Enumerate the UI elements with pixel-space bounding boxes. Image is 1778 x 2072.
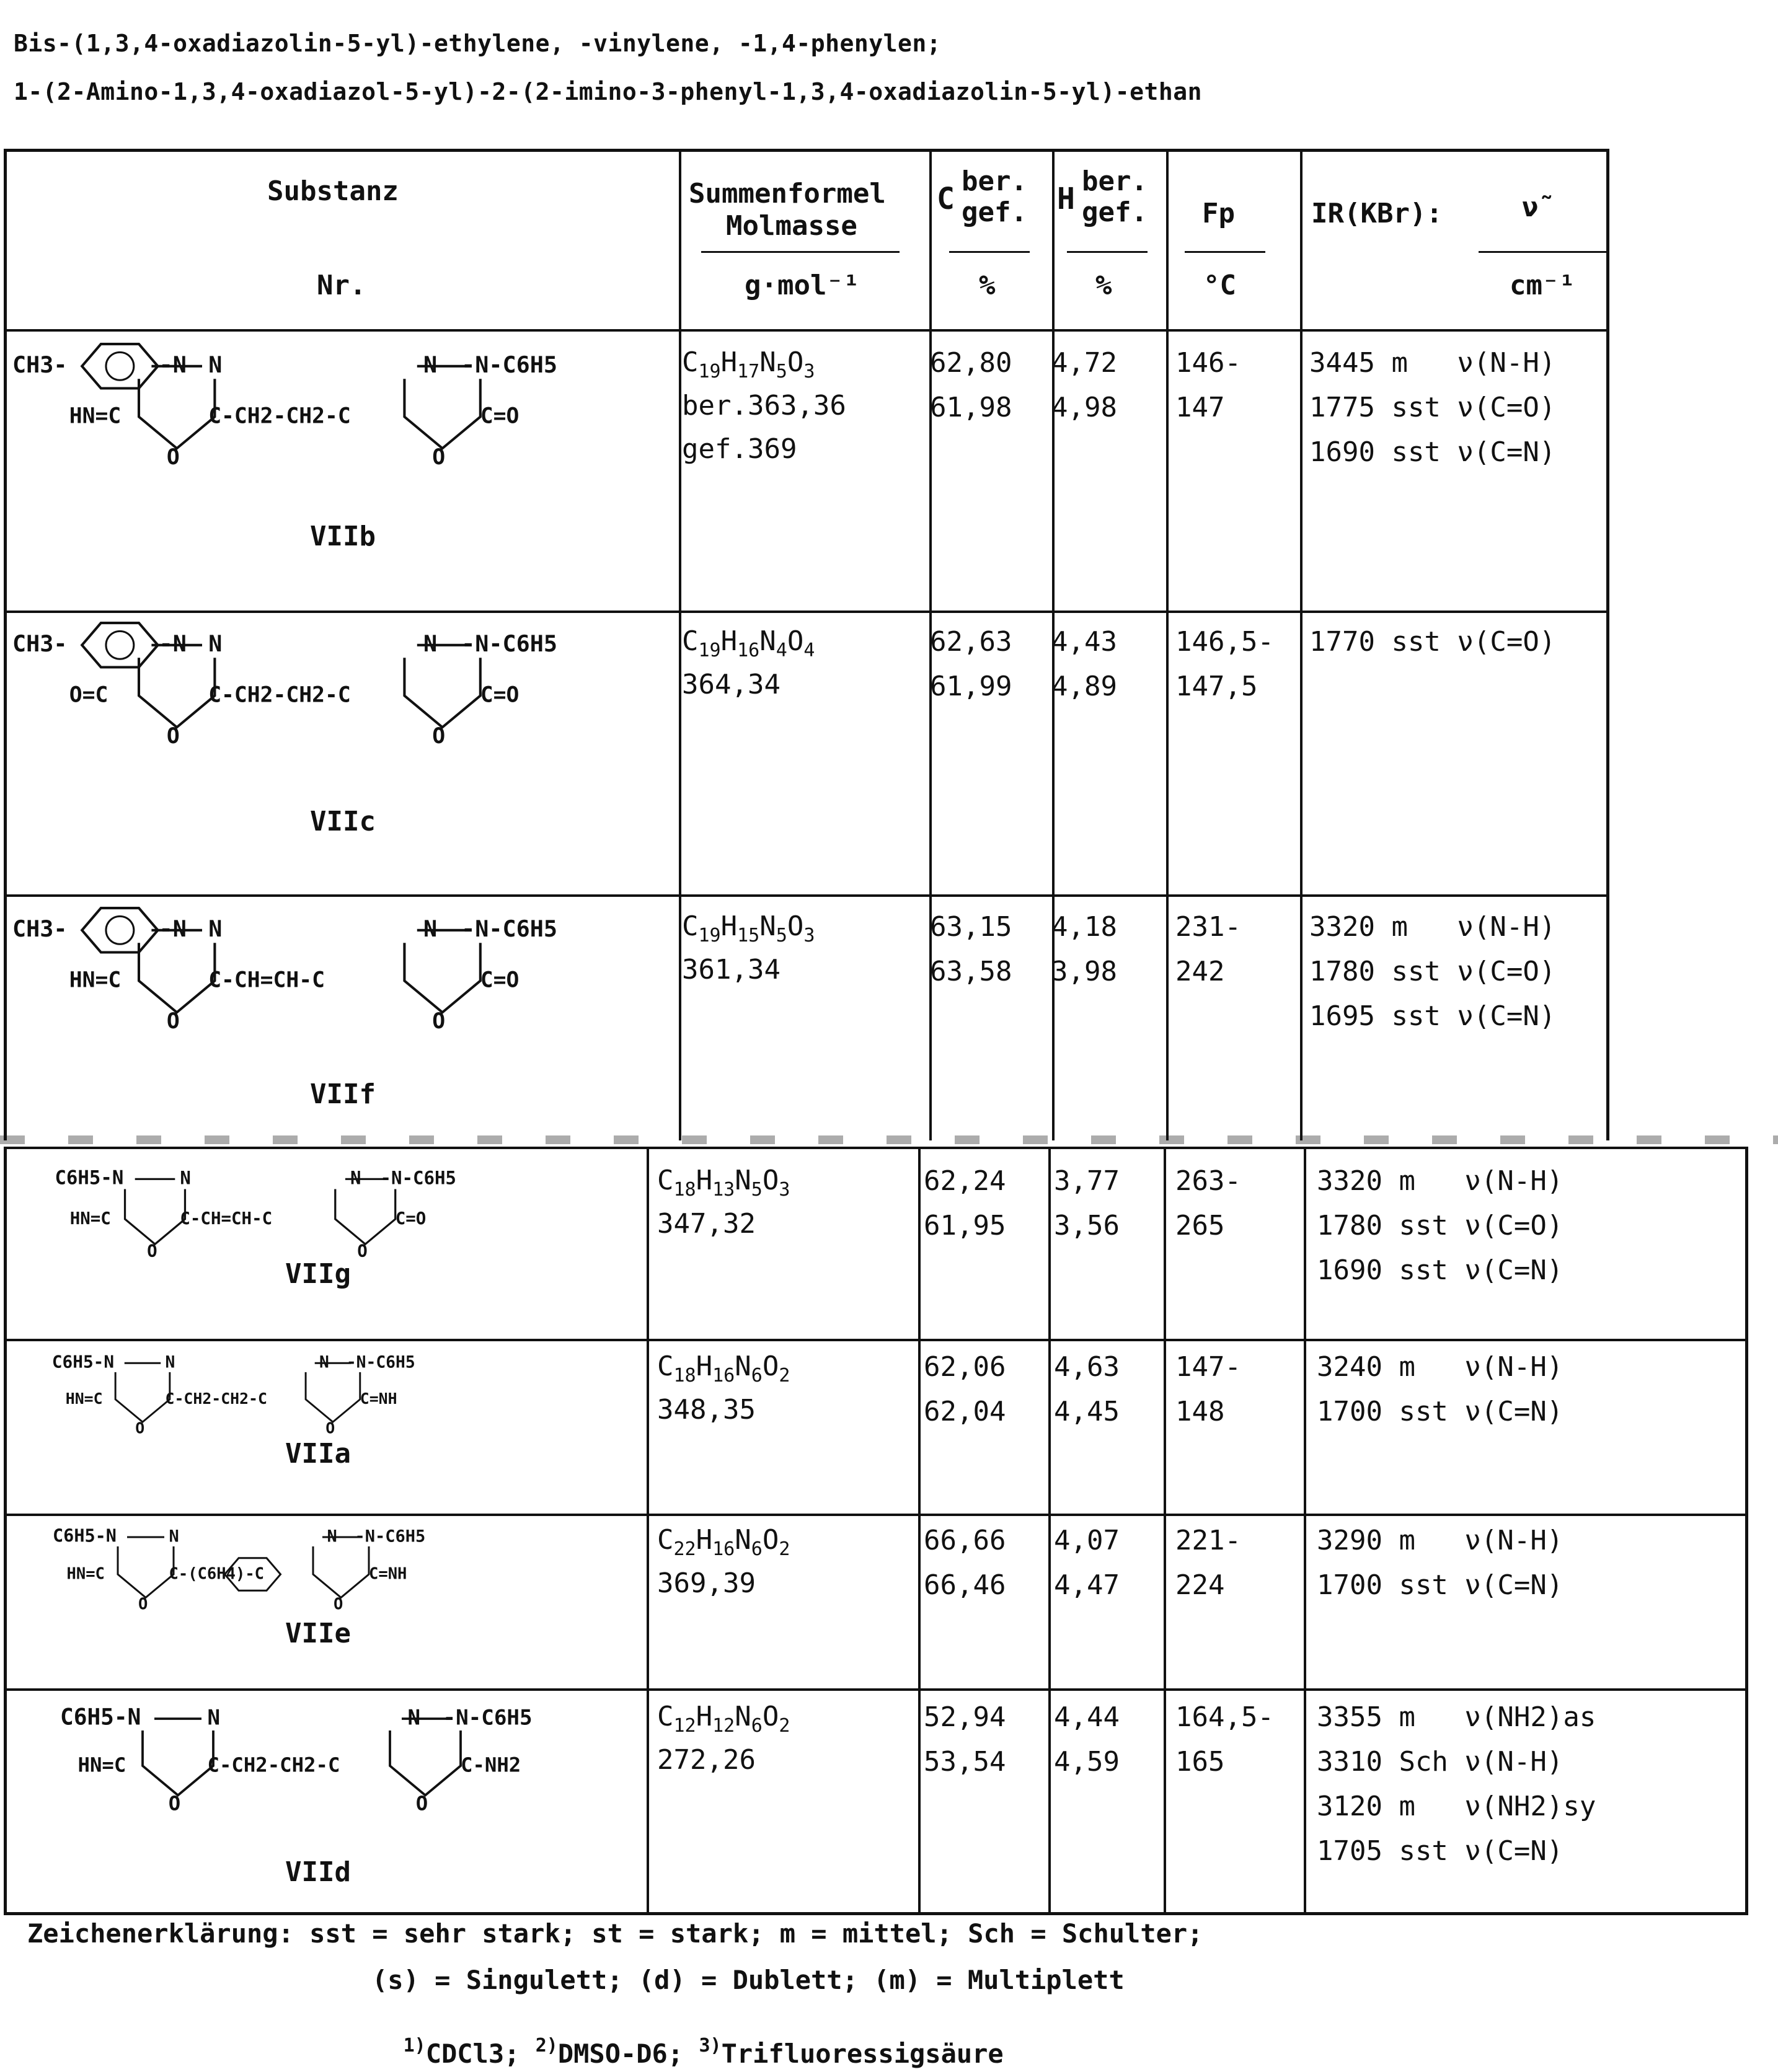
carbon-cell-value: 62,24 [924,1165,1006,1197]
formula-cell [682,620,815,707]
svg-text:HN=C: HN=C [69,403,122,429]
svg-text:N: N [208,915,223,942]
compound-number: VIIg [285,1258,351,1290]
ir-cell [1309,620,1555,664]
carbon-cell [924,1519,1006,1608]
compound-number: VIIf [310,1078,376,1110]
svg-text:-N-C6H5: -N-C6H5 [346,1353,415,1372]
svg-text:HN=C: HN=C [65,1390,103,1408]
melting-point-cell-value: 147,5 [1175,671,1258,702]
svg-text:C-CH2-CH2-C: C-CH2-CH2-C [165,1390,267,1408]
hydrogen-cell-value: 3,77 [1054,1165,1120,1197]
formula-cell [682,905,815,992]
molar-mass: 364,34 [682,669,781,700]
structure-drawing [12,905,645,1091]
svg-text:O: O [325,1419,335,1437]
col-c-pct: % [979,270,996,301]
svg-text:HN=C: HN=C [66,1564,105,1584]
svg-text:CH3-: CH3- [12,915,68,942]
svg-text:C=O: C=O [480,968,520,993]
hydrogen-cell-value: 4,89 [1051,671,1117,702]
hydrogen-cell-value: 4,18 [1051,911,1117,943]
hydrogen-cell [1054,1519,1120,1608]
melting-point-cell [1175,1695,1274,1784]
molar-mass: ber.363,36 [682,390,846,421]
ir-cell-value: 1690 sst ν(C=N) [1309,436,1556,468]
svg-text:O: O [432,723,446,749]
structure-VIIf [12,905,645,1091]
col-fp: Fp [1202,198,1235,229]
melting-point-cell-value: 146,5- [1175,626,1274,658]
svg-text:O: O [432,1008,446,1034]
col-c: C [937,182,955,216]
formula-cell [657,1159,790,1246]
col-h-gef: gef. [1082,196,1148,228]
svg-text:C6H5-N: C6H5-N [53,1525,117,1546]
carbon-cell-value: 63,15 [930,911,1012,943]
hydrogen-cell-value: 4,72 [1051,347,1117,379]
carbon-cell-value: 66,46 [924,1569,1006,1601]
carbon-cell-value: 63,58 [930,956,1012,987]
svg-text:HN=C: HN=C [77,1753,126,1777]
hydrogen-cell [1051,905,1117,994]
melting-point-cell [1175,1159,1241,1248]
svg-text:N: N [327,1527,337,1546]
ir-cell-value: 3355 m ν(NH2)as [1317,1701,1596,1733]
formula-cell [682,341,846,471]
col-nr: Nr. [317,270,366,301]
svg-text:-N-C6H5: -N-C6H5 [355,1527,426,1546]
svg-text:CH3-: CH3- [12,351,68,378]
ir-cell [1317,1519,1563,1608]
molar-mass: 347,32 [657,1208,756,1240]
svg-text:C=NH: C=NH [360,1390,397,1408]
svg-text:N: N [165,1353,175,1372]
hydrogen-cell [1054,1159,1120,1248]
svg-text:O: O [166,723,180,749]
formula-cell [657,1695,790,1782]
svg-text:HN=C: HN=C [69,1209,111,1228]
col-h-pct: % [1095,270,1112,301]
molecular-formula: $C_{22}H_{16}N_6O_2$ [657,1524,790,1560]
carbon-cell-value: 66,66 [924,1525,1006,1556]
svg-text:N: N [407,1705,421,1730]
hydrogen-cell [1051,341,1117,430]
molecular-formula: $C_{19}H_{17}N_5O_3$ [682,346,815,382]
svg-text:O=C: O=C [69,682,108,708]
svg-text:O: O [147,1241,157,1261]
melting-point-cell-value: 146- [1175,347,1241,379]
table-row [0,335,1778,614]
table-row [0,1512,1778,1689]
col-c-ber: ber. [962,165,1027,197]
hydrogen-cell-value: 4,59 [1054,1746,1120,1778]
ir-cell-value: 1690 sst ν(C=N) [1317,1254,1563,1286]
col-molmasse: Molmasse [726,210,857,242]
svg-text:O: O [415,1791,428,1815]
molar-mass: 272,26 [657,1744,756,1776]
col-ir: IR(KBr): [1311,198,1443,229]
carbon-cell-value: 62,80 [930,347,1012,379]
legend-line-2: (s) = Singulett; (d) = Dublett; (m) = Multiplett [372,1965,1125,1995]
svg-text:C=O: C=O [480,682,520,708]
col-ir-symbol: ν̃ [1522,192,1539,223]
svg-text:C=NH: C=NH [369,1564,407,1584]
carbon-cell-value: 61,95 [924,1210,1006,1241]
carbon-cell-value: 62,63 [930,626,1012,658]
compound-number: VIIc [310,806,376,837]
header-line-2: 1-(2-Amino-1,3,4-oxadiazol-5-yl)-2-(2-imino-3-phenyl-1,3,4-oxadiazolin-5-yl)-ethan [14,78,1202,105]
svg-text:-N-C6H5: -N-C6H5 [380,1167,456,1189]
hydrogen-cell [1054,1695,1120,1784]
svg-text:O: O [334,1595,343,1614]
ir-cell [1317,1159,1563,1293]
melting-point-cell [1175,341,1241,430]
ir-cell-value: 1770 sst ν(C=O) [1309,626,1556,658]
col-substanz: Substanz [267,175,399,207]
header-line-1: Bis-(1,3,4-oxadiazolin-5-yl)-ethylene, -vinylene, -1,4-phenylen; [14,30,942,57]
svg-text:HN=C: HN=C [69,968,122,993]
table-row [0,899,1778,1140]
melting-point-cell-value: 242 [1175,956,1225,987]
svg-text:N: N [423,915,438,942]
molecular-formula: $C_{19}H_{16}N_4O_4$ [682,625,815,661]
molar-mass: gef.369 [682,433,797,465]
hydrogen-cell-value: 4,47 [1054,1569,1120,1601]
hydrogen-cell-value: 4,45 [1054,1396,1120,1427]
svg-text:N: N [207,1705,221,1730]
table-row [0,1689,1778,1912]
compound-number: VIIb [310,521,376,552]
compound-number: VIIa [285,1438,351,1470]
svg-text:C-(C6H4)-C: C-(C6H4)-C [169,1564,265,1584]
hydrogen-cell-value: 4,44 [1054,1701,1120,1733]
hydrogen-cell-value: 4,98 [1051,392,1117,423]
svg-text:C=O: C=O [480,403,520,429]
molar-mass: 361,34 [682,954,781,985]
svg-text:-N-C6H5: -N-C6H5 [443,1705,533,1730]
molecular-formula: $C_{18}H_{16}N_6O_2$ [657,1351,790,1386]
svg-text:C-CH2-CH2-C: C-CH2-CH2-C [208,682,351,708]
svg-text:-N-C6H5: -N-C6H5 [461,351,557,378]
melting-point-cell [1175,905,1241,994]
ir-cell-value: 3320 m ν(N-H) [1309,911,1556,943]
formula-cell [657,1345,790,1432]
svg-text:C6H5-N: C6H5-N [55,1167,124,1189]
col-ir-unit: cm⁻¹ [1510,270,1575,301]
ir-cell [1317,1345,1563,1434]
melting-point-cell [1175,1345,1241,1434]
table-row [0,1153,1778,1339]
hydrogen-cell-value: 4,63 [1054,1351,1120,1383]
col-h: H [1057,182,1075,216]
melting-point-cell-value: 165 [1175,1746,1225,1778]
svg-text:N: N [180,1167,191,1189]
ir-cell-value: 3310 Sch ν(N-H) [1317,1746,1563,1778]
svg-text:N: N [319,1353,329,1372]
hydrogen-cell [1054,1345,1120,1434]
melting-point-cell-value: 147 [1175,392,1225,423]
carbon-cell-value: 53,54 [924,1746,1006,1778]
col-h-ber: ber. [1082,165,1148,197]
ir-cell-value: 1700 sst ν(C=N) [1317,1569,1563,1601]
svg-text:C=O: C=O [395,1209,427,1228]
legend-line-3: $^{1)}$CDCl3; $^{2)}$DMSO-D6; $^{3)}$Trifluoressigsäure [403,2035,1004,2069]
svg-text:O: O [138,1595,148,1614]
ir-cell-value: 3320 m ν(N-H) [1317,1165,1563,1197]
ir-cell-value: 1705 sst ν(C=N) [1317,1835,1563,1867]
svg-text:O: O [168,1791,181,1815]
melting-point-cell [1175,1519,1241,1608]
col-summenformel: Summenformel [689,178,886,209]
svg-text:-N-C6H5: -N-C6H5 [461,915,557,942]
ir-cell-value: 1780 sst ν(C=O) [1309,956,1556,987]
svg-text:N: N [423,351,438,378]
col-molmasse-unit: g·mol⁻¹ [745,270,860,301]
melting-point-cell-value: 148 [1175,1396,1225,1427]
hydrogen-cell-value: 3,56 [1054,1210,1120,1241]
svg-text:O: O [432,444,446,470]
ir-cell-value: 1775 sst ν(C=O) [1309,392,1556,423]
svg-text:-N-C6H5: -N-C6H5 [461,630,557,657]
svg-text:N: N [423,630,438,657]
hydrogen-cell [1051,620,1117,709]
structure-drawing [25,1695,614,1863]
svg-text:N: N [169,1527,179,1546]
carbon-cell [924,1695,1006,1784]
molar-mass: 348,35 [657,1394,756,1426]
molecular-formula: $C_{18}H_{13}N_5O_3$ [657,1165,790,1201]
ir-cell-value: 3290 m ν(N-H) [1317,1525,1563,1556]
svg-text:C6H5-N: C6H5-N [60,1704,141,1730]
compound-number: VIIe [285,1618,351,1649]
melting-point-cell-value: 231- [1175,911,1241,943]
legend-line-1: Zeichenerklärung: sst = sehr stark; st = stark; m = mittel; Sch = Schulter; [27,1918,1203,1949]
hydrogen-cell-value: 4,07 [1054,1525,1120,1556]
svg-text:C-CH2-CH2-C: C-CH2-CH2-C [207,1753,340,1777]
svg-text:C-CH2-CH2-C: C-CH2-CH2-C [208,403,351,429]
ir-cell-value: 1695 sst ν(C=N) [1309,1000,1556,1032]
melting-point-cell-value: 221- [1175,1525,1241,1556]
svg-text:N: N [350,1167,361,1189]
col-fp-unit: °C [1203,270,1236,301]
table-row [0,614,1778,899]
melting-point-cell [1175,620,1274,709]
col-c-gef: gef. [962,196,1027,228]
carbon-cell-value: 62,04 [924,1396,1006,1427]
molecular-formula: $C_{19}H_{15}N_5O_3$ [682,910,815,946]
svg-text:O: O [166,1008,180,1034]
molar-mass: 369,39 [657,1567,756,1599]
formula-cell [657,1519,790,1605]
hydrogen-cell-value: 3,98 [1051,956,1117,987]
ir-cell-value: 3445 m ν(N-H) [1309,347,1556,379]
svg-text:O: O [166,444,180,470]
ir-cell-value: 1780 sst ν(C=O) [1317,1210,1563,1241]
carbon-cell [924,1159,1006,1248]
svg-text:C-CH=CH-C: C-CH=CH-C [180,1209,273,1228]
melting-point-cell-value: 164,5- [1175,1701,1274,1733]
melting-point-cell-value: 224 [1175,1569,1225,1601]
table-row [0,1339,1778,1512]
svg-text:CH3-: CH3- [12,630,68,657]
svg-text:C-NH2: C-NH2 [461,1753,521,1777]
melting-point-cell-value: 263- [1175,1165,1241,1197]
carbon-cell-value: 61,99 [930,671,1012,702]
svg-text:C-CH=CH-C: C-CH=CH-C [208,968,325,993]
svg-text:-N: -N [159,915,187,942]
carbon-cell [930,905,1012,994]
compound-number: VIId [285,1856,351,1888]
melting-point-cell-value: 147- [1175,1351,1241,1383]
carbon-cell-value: 62,06 [924,1351,1006,1383]
svg-text:-N: -N [159,630,187,657]
ir-cell [1309,905,1555,1039]
ir-cell-value: 3120 m ν(NH2)sy [1317,1791,1596,1822]
svg-text:-N: -N [159,351,187,378]
carbon-cell [924,1345,1006,1434]
structure-VIId [25,1695,614,1863]
svg-text:O: O [357,1241,368,1261]
carbon-cell [930,341,1012,430]
svg-text:N: N [208,630,223,657]
svg-text:N: N [208,351,223,378]
svg-text:C6H5-N: C6H5-N [51,1351,115,1372]
carbon-cell-value: 61,98 [930,392,1012,423]
ir-cell-value: 1700 sst ν(C=N) [1317,1396,1563,1427]
melting-point-cell-value: 265 [1175,1210,1225,1241]
molecular-formula: $C_{12}H_{12}N_6O_2$ [657,1701,790,1737]
carbon-cell-value: 52,94 [924,1701,1006,1733]
ir-cell [1317,1695,1596,1874]
carbon-cell [930,620,1012,709]
ir-cell-value: 3240 m ν(N-H) [1317,1351,1563,1383]
svg-text:O: O [135,1419,145,1437]
ir-cell [1309,341,1555,475]
hydrogen-cell-value: 4,43 [1051,626,1117,658]
